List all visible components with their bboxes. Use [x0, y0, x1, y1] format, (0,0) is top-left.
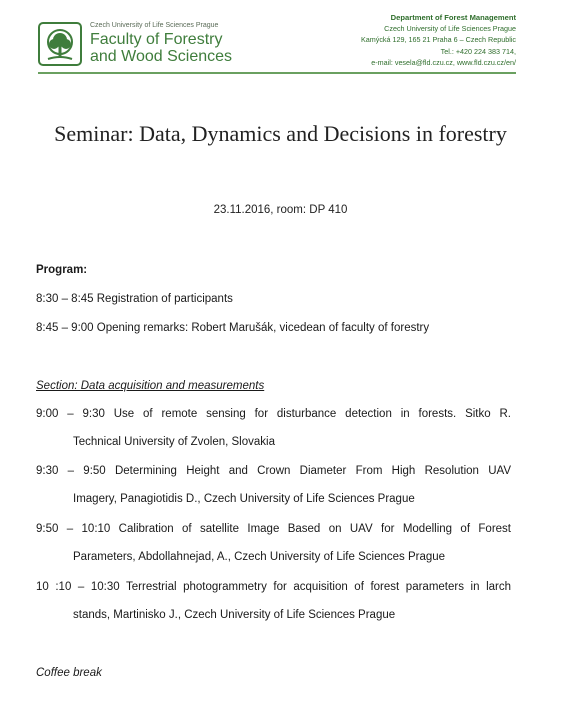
tree-emblem-icon — [38, 22, 82, 66]
talk-line2: Parameters, Abdollahnejad, A., Czech University of Life Sciences Prague — [73, 551, 446, 563]
talk-item — [36, 580, 511, 622]
talk-line1: 10 :10 – 10:30 Terrestrial photogrammetry for acquisition of forest parameters in larch — [36, 581, 511, 593]
talk-line1: 9:50 – 10:10 Calibration of satellite Image Based on UAV for Modelling of Forest — [36, 523, 511, 535]
seminar-title: Seminar: Data, Dynamics and Decisions in forestry — [54, 121, 507, 146]
talk-line2: stands, Martinisko J., Czech University of Life Sciences Prague — [73, 609, 396, 621]
university-name: Czech University of Life Sciences Prague — [90, 22, 219, 29]
program-item: 8:45 – 9:00 Opening remarks: Robert Marušák, vicedean of faculty of forestry — [36, 322, 430, 334]
department-phone: Tel.: +420 224 383 714, — [440, 46, 516, 56]
program-label: Program: — [36, 264, 88, 276]
talk-line2: Imagery, Panagiotidis D., Czech University of Life Sciences Prague — [73, 493, 415, 505]
date-room: 23.11.2016, room: DP 410 — [213, 204, 348, 216]
department-address: Kamýcká 129, 165 21 Praha 6 – Czech Republic — [360, 35, 516, 45]
program-item: 8:30 – 8:45 Registration of participants — [36, 293, 233, 305]
faculty-name-line1: Faculty of Forestry — [90, 31, 223, 48]
faculty-name — [90, 31, 232, 65]
talk-item — [36, 464, 511, 506]
faculty-name-line2: and Wood Sciences — [90, 48, 233, 65]
talk-line2: Technical University of Zvolen, Slovakia — [73, 436, 275, 448]
header-divider — [38, 72, 516, 74]
talk-item — [36, 522, 511, 564]
talk-line1: 9:00 – 9:30 Use of remote sensing for disturbance detection in forests. Sitko R. — [36, 408, 511, 420]
coffee-break: Coffee break — [36, 667, 102, 679]
talk-item — [36, 407, 511, 449]
talk-line1: 9:30 – 9:50 Determining Height and Crown Diameter From High Resolution UAV — [36, 465, 511, 477]
faculty-logo — [38, 18, 248, 70]
section-heading: Section: Data acquisition and measurements — [36, 380, 265, 392]
department-name: Department of Forest Management — [390, 13, 516, 22]
department-contact — [361, 12, 516, 68]
department-university: Czech University of Life Sciences Prague — [384, 24, 516, 34]
department-email: e-mail: vesela@fld.czu.cz, www.fld.czu.cz/en/ — [371, 57, 516, 67]
